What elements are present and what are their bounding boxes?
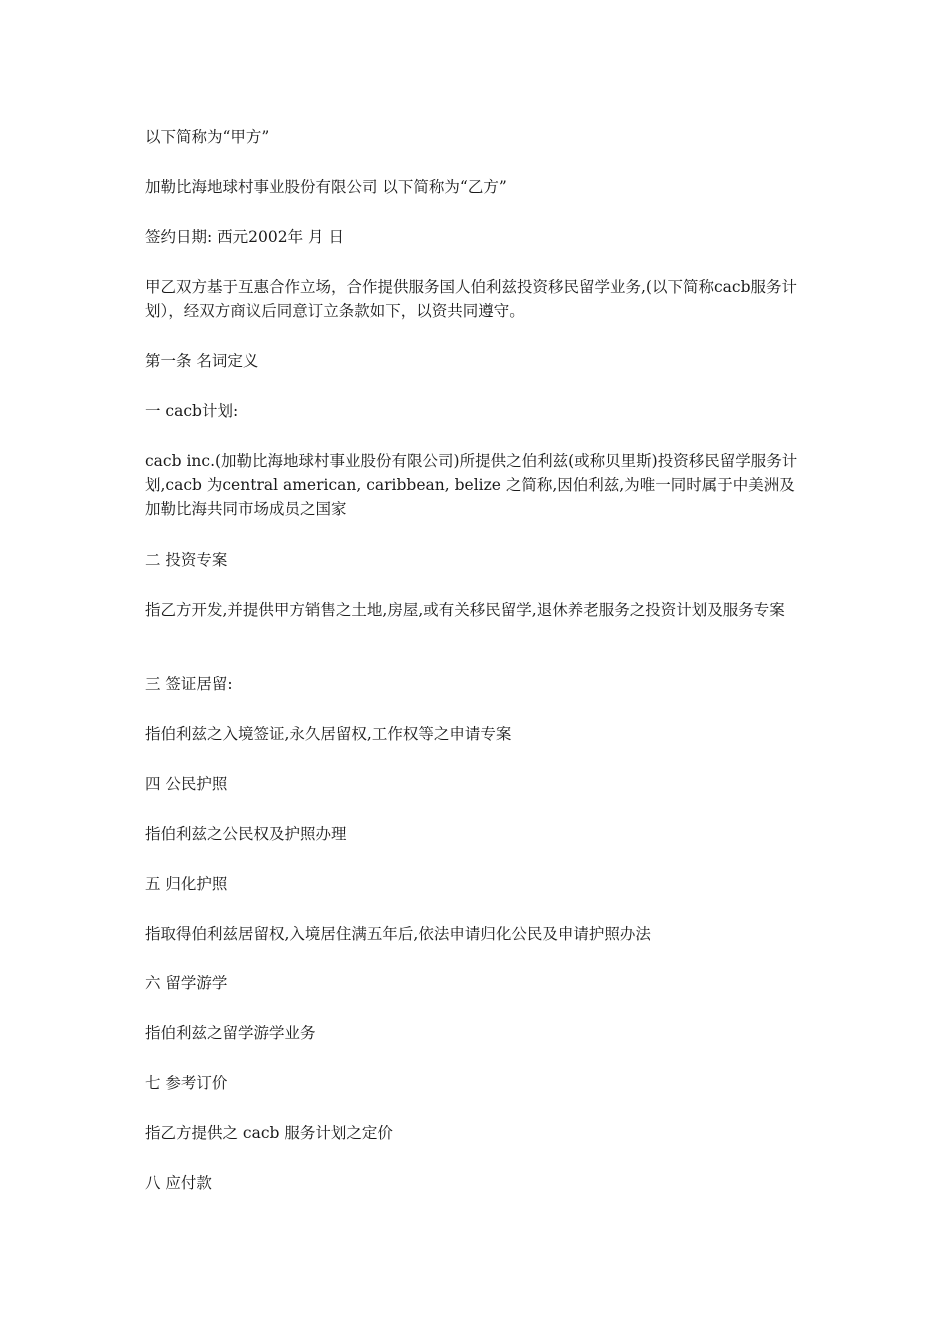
definition-heading-investment: 二 投资专案 (145, 551, 228, 569)
preamble-paragraph: 甲乙双方基于互惠合作立场，合作提供服务国人伯利兹投资移民留学业务,(以下简称cacb服务计划），经双方商议后同意订立条款如下，以资共同遵守。 (145, 278, 798, 320)
definition-text-citizenship: 指伯利兹之公民权及护照办理 (145, 825, 347, 843)
definition-heading-cacb-plan: 一 cacb计划: (145, 402, 239, 420)
party-a-designation: 以下简称为“甲方” (145, 128, 270, 146)
definition-heading-payable: 八 应付款 (145, 1174, 212, 1192)
definition-text-naturalization: 指取得伯利兹居留权,入境居住满五年后,依法申请归化公民及申请护照办法 (145, 925, 651, 943)
definition-heading-study: 六 留学游学 (145, 974, 228, 992)
signing-date: 签约日期: 西元2002年 月 日 (145, 228, 344, 246)
definition-heading-naturalization: 五 归化护照 (145, 875, 228, 893)
article-one-heading: 第一条 名词定义 (145, 352, 259, 370)
definition-heading-pricing: 七 参考订价 (145, 1074, 228, 1092)
definition-text-investment: 指乙方开发,并提供甲方销售之土地,房屋,或有关移民留学,退休养老服务之投资计划及服务专案 (145, 601, 785, 619)
definition-heading-visa: 三 签证居留: (145, 675, 233, 693)
party-b-designation: 加勒比海地球村事业股份有限公司 以下简称为“乙方” (145, 178, 507, 196)
definition-text-study: 指伯利兹之留学游学业务 (145, 1024, 316, 1042)
definition-heading-citizenship: 四 公民护照 (145, 775, 228, 793)
definition-text-visa: 指伯利兹之入境签证,永久居留权,工作权等之申请专案 (145, 725, 512, 743)
definition-text-pricing: 指乙方提供之 cacb 服务计划之定价 (145, 1124, 393, 1142)
definition-text-cacb-plan: cacb inc.(加勒比海地球村事业股份有限公司)所提供之伯利兹(或称贝里斯)投资移民留学服务计划,cacb 为central american, caribbean, belize 之简称,因伯利兹,为唯一同时属于中美洲及加勒比海共同市场成员之国家 (145, 452, 798, 518)
